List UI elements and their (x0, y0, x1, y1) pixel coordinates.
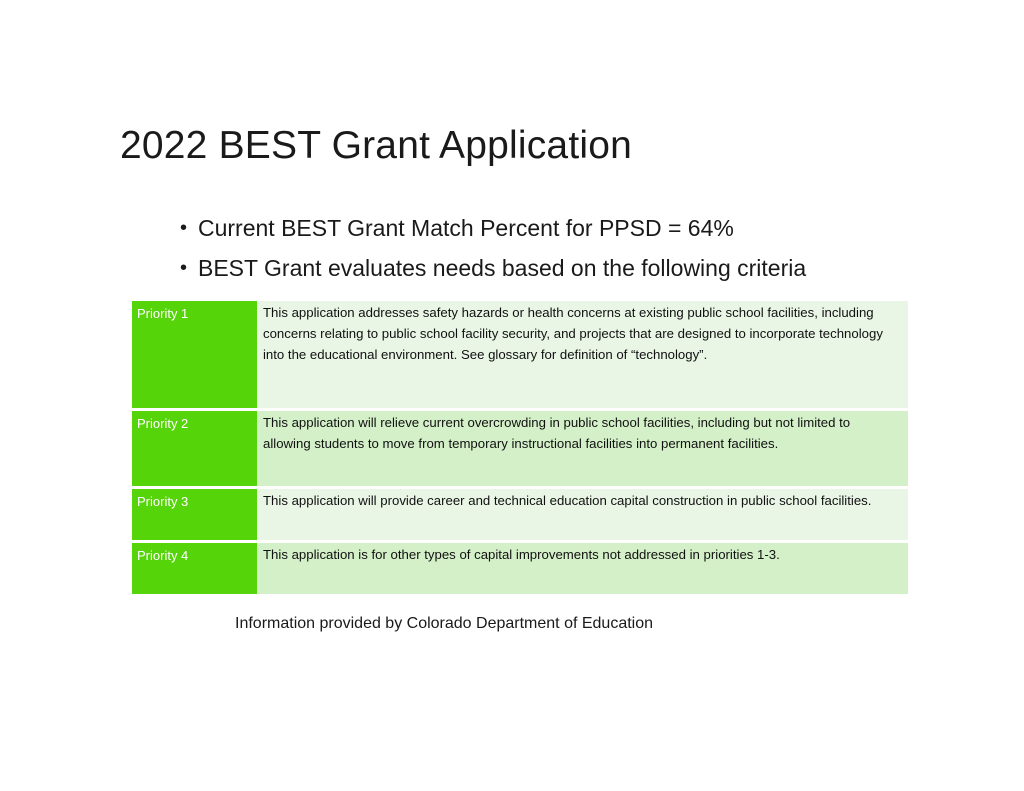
priority-description: This application is for other types of capital improvements not addressed in priorities 1-3. (257, 542, 908, 595)
slide-title: 2022 BEST Grant Application (120, 124, 632, 167)
bullet-item (180, 248, 806, 288)
table-row (132, 488, 908, 542)
priority-label: Priority 2 (132, 410, 257, 488)
criteria-table (132, 301, 908, 595)
priority-description: This application addresses safety hazards or health concerns at existing public school facilities, including concerns relating to public school facility security, and projects that are designed to incorporate technology into the educational environment. See glossary for definition of “technology”. (257, 301, 908, 410)
priority-description: This application will relieve current overcrowding in public school facilities, including but not limited to allowing students to move from temporary instructional facilities into permanent facilities. (257, 410, 908, 488)
priority-description: This application will provide career and technical education capital construction in public school facilities. (257, 488, 908, 542)
bullet-dot-icon: • (180, 217, 188, 239)
table-row (132, 410, 908, 488)
source-note: Information provided by Colorado Department of Education (235, 615, 654, 632)
bullet-dot-icon: • (180, 257, 188, 279)
bullet-list (180, 208, 806, 288)
bullet-text: Current BEST Grant Match Percent for PPSD = 64% (198, 215, 734, 241)
bullet-text: BEST Grant evaluates needs based on the following criteria (198, 255, 807, 281)
priority-label: Priority 1 (132, 301, 257, 410)
bullet-item (180, 208, 806, 248)
table-row (132, 542, 908, 595)
priority-label: Priority 3 (132, 488, 257, 542)
priority-label: Priority 4 (132, 542, 257, 595)
table-row (132, 301, 908, 410)
